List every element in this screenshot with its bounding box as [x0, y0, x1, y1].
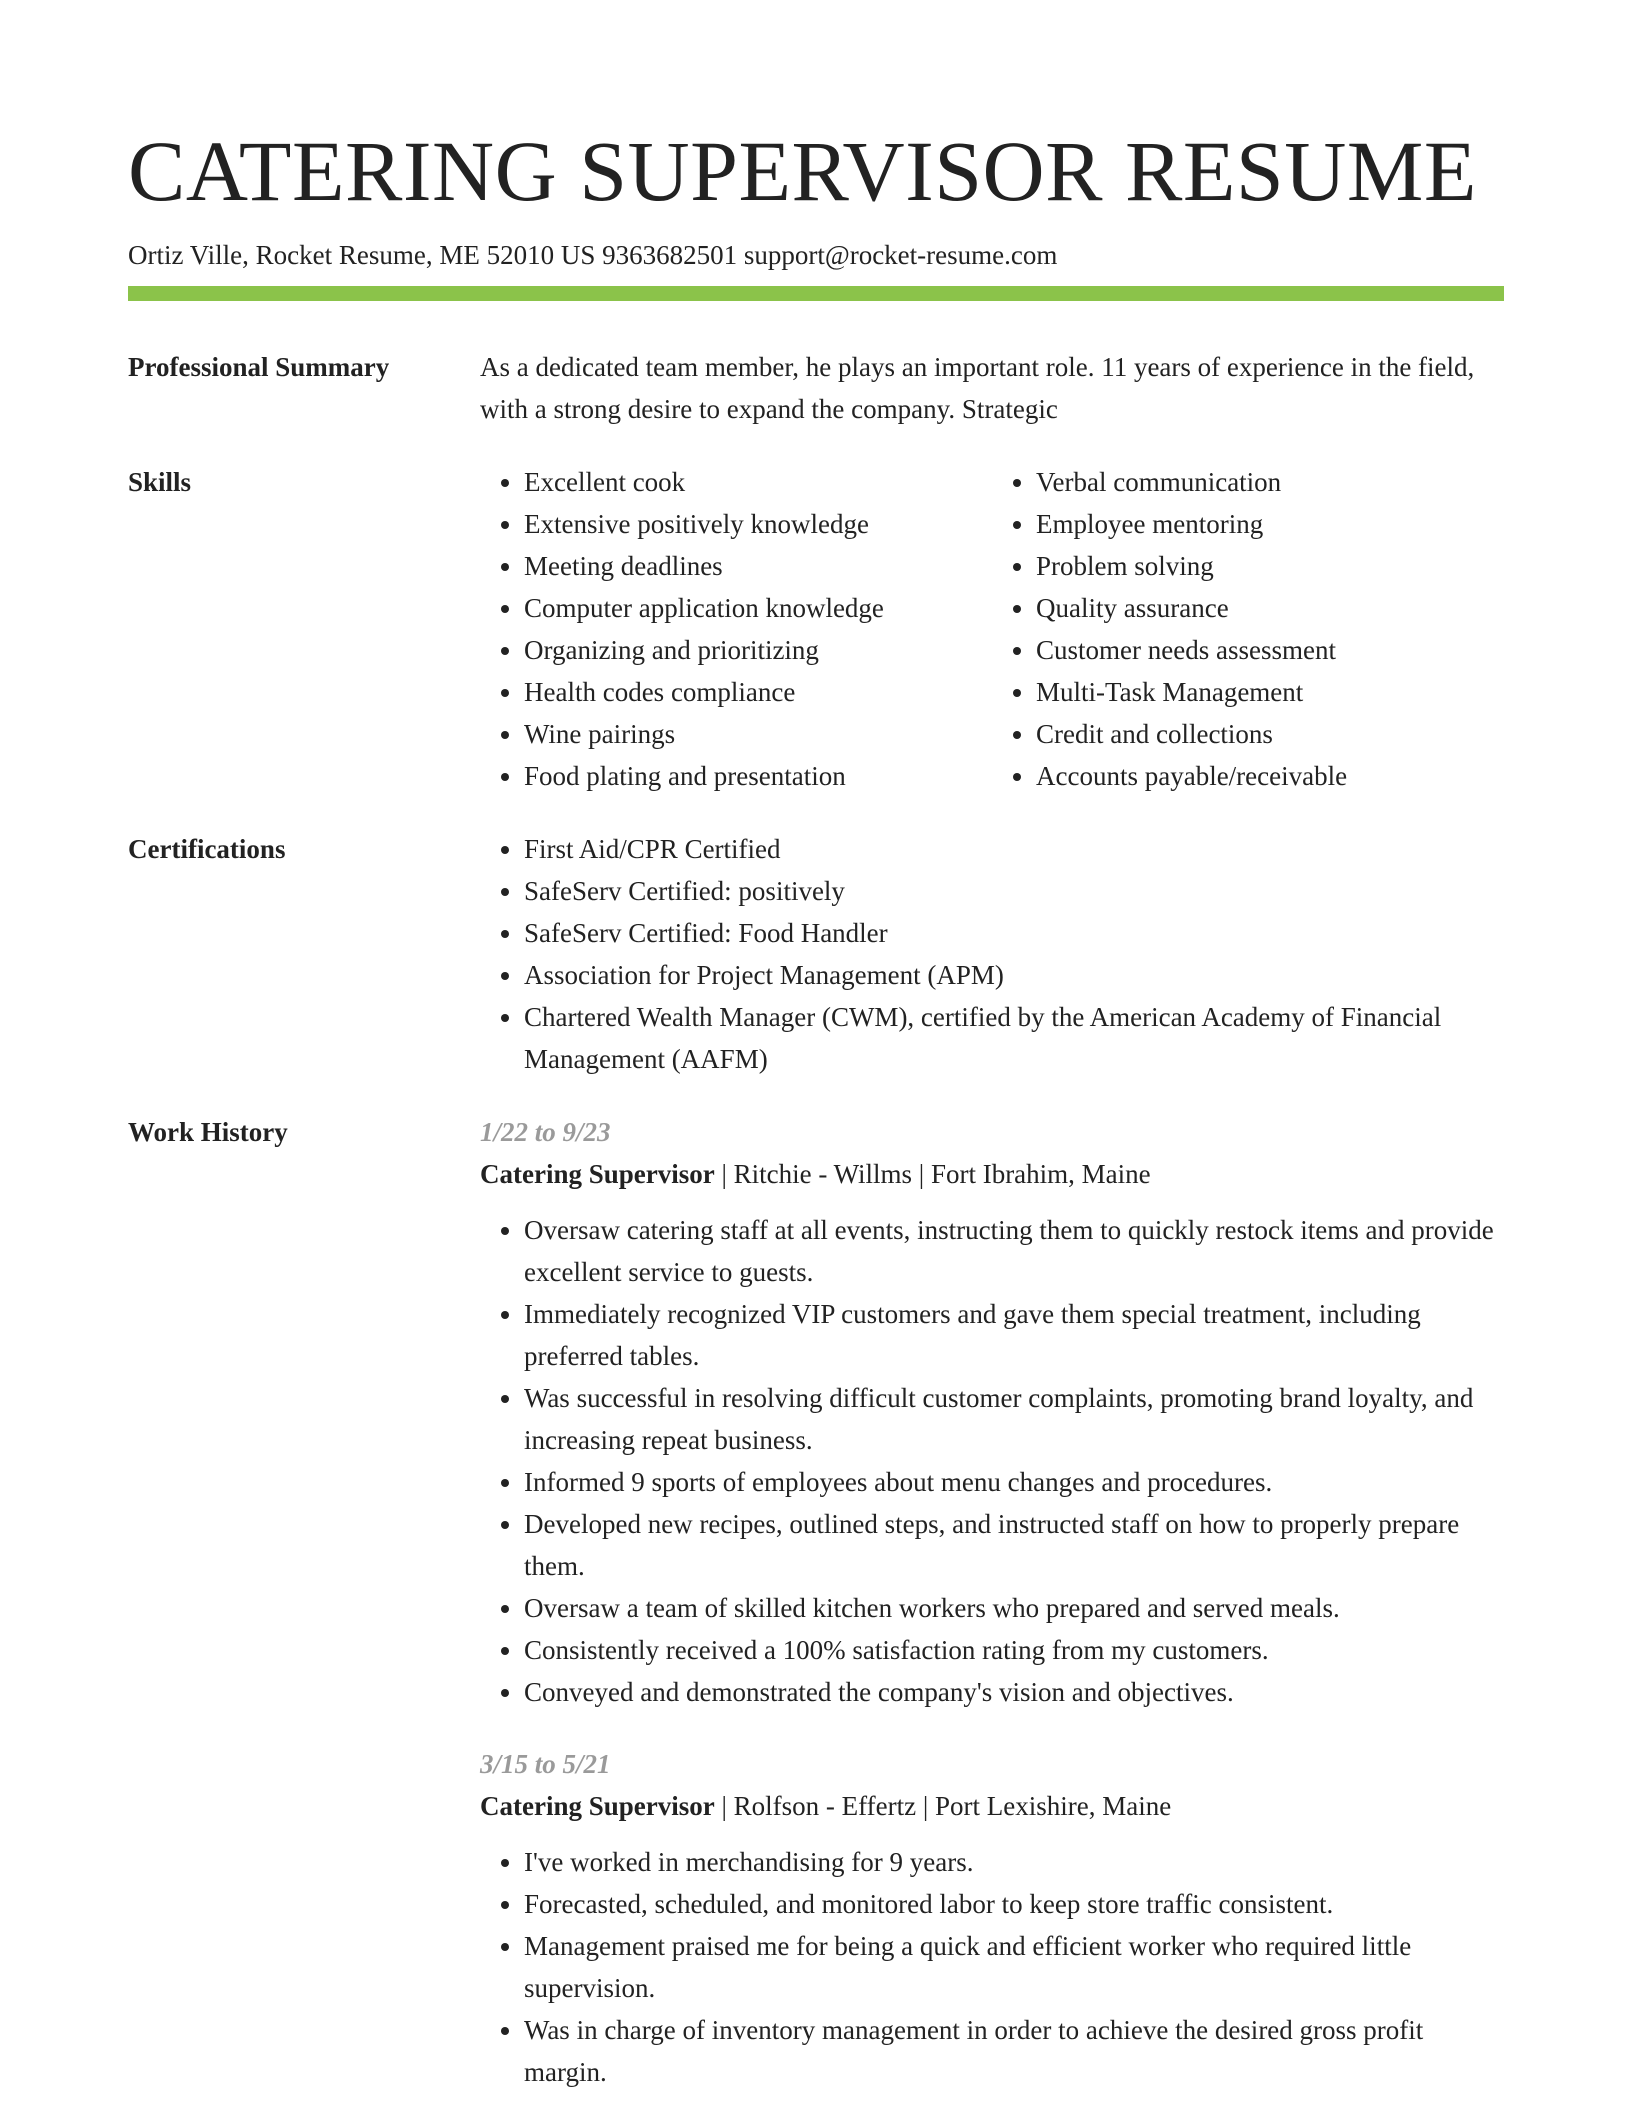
- certifications-content: [480, 828, 1504, 1080]
- job-entry: [480, 1743, 1504, 2093]
- accent-divider: [128, 286, 1504, 301]
- skill-item: • Wine pairings: [524, 713, 992, 755]
- skill-item: • Organizing and prioritizing: [524, 629, 992, 671]
- skill-item: • Quality assurance: [1036, 587, 1504, 629]
- skill-item: • Computer application knowledge: [524, 587, 992, 629]
- certification-item: • First Aid/CPR Certified: [524, 828, 1504, 870]
- skill-item: • Credit and collections: [1036, 713, 1504, 755]
- certifications-list: [480, 828, 1504, 1080]
- skill-item: • Excellent cook: [524, 461, 992, 503]
- job-bullet: • Oversaw catering staff at all events, instructing them to quickly restock items and provide excellent service to guests.: [524, 1209, 1504, 1293]
- contact-info: Ortiz Ville, Rocket Resume, ME 52010 US 9363682501 support@rocket-resume.com: [128, 240, 1058, 270]
- skill-item: • Customer needs assessment: [1036, 629, 1504, 671]
- certification-item: • SafeServ Certified: positively: [524, 870, 1504, 912]
- job-company-location: | Rolfson - Effertz | Port Lexishire, Maine: [714, 1791, 1172, 1821]
- job-bullet: • Conveyed and demonstrated the company's vision and objectives.: [524, 1671, 1504, 1713]
- skill-item: • Meeting deadlines: [524, 545, 992, 587]
- job-dates: 3/15 to 5/21: [480, 1749, 611, 1779]
- work-history-content: [480, 1111, 1504, 2123]
- job-company-location: | Ritchie - Willms | Fort Ibrahim, Maine: [714, 1159, 1151, 1189]
- resume-title: CATERING SUPERVISOR RESUME: [128, 123, 1477, 219]
- job-bullet: • Was in charge of inventory management in order to achieve the desired gross profit margin.: [524, 2009, 1504, 2093]
- job-bullet: • Forecasted, scheduled, and monitored labor to keep store traffic consistent.: [524, 1883, 1504, 1925]
- job-bullet: • Developed new recipes, outlined steps, and instructed staff on how to properly prepare them.: [524, 1503, 1504, 1587]
- skill-item: • Health codes compliance: [524, 671, 992, 713]
- job-dates: 1/22 to 9/23: [480, 1117, 611, 1147]
- work-history-heading: Work History: [128, 1117, 288, 1147]
- skill-item: • Employee mentoring: [1036, 503, 1504, 545]
- summary-content: [480, 346, 1504, 430]
- skills-list-left: [480, 461, 992, 797]
- certification-item: • Association for Project Management (APM): [524, 954, 1504, 996]
- job-role: Catering Supervisor: [480, 1159, 715, 1189]
- summary-text: As a dedicated team member, he plays an important role. 11 years of experience in the field, with a strong desire to expand the company. Strategic: [480, 352, 1475, 424]
- job-bullet: • Management praised me for being a quick and efficient worker who required little supervision.: [524, 1925, 1504, 2009]
- job-bullet: • Consistently received a 100% satisfaction rating from my customers.: [524, 1629, 1504, 1671]
- summary-heading: Professional Summary: [128, 352, 390, 382]
- skill-item: • Food plating and presentation: [524, 755, 992, 797]
- job-role: Catering Supervisor: [480, 1791, 715, 1821]
- job-bullet: • Oversaw a team of skilled kitchen workers who prepared and served meals.: [524, 1587, 1504, 1629]
- skill-item: • Accounts payable/receivable: [1036, 755, 1504, 797]
- certification-item: • Chartered Wealth Manager (CWM), certified by the American Academy of Financial Management (AAFM): [524, 996, 1504, 1080]
- certification-item: • SafeServ Certified: Food Handler: [524, 912, 1504, 954]
- job-bullet: • Immediately recognized VIP customers and gave them special treatment, including preferred tables.: [524, 1293, 1504, 1377]
- job-bullet: • I've worked in merchandising for 9 years.: [524, 1841, 1504, 1883]
- job-title-line: [480, 1785, 1504, 1827]
- skills-list-right: [992, 461, 1504, 797]
- job-bullet: • Informed 9 sports of employees about menu changes and procedures.: [524, 1461, 1504, 1503]
- job-bullets: [480, 1841, 1504, 2093]
- job-bullets: [480, 1209, 1504, 1713]
- job-entry: [480, 1111, 1504, 1713]
- skill-item: • Problem solving: [1036, 545, 1504, 587]
- resume-header: [128, 118, 1504, 272]
- certifications-heading: Certifications: [128, 834, 286, 864]
- skills-heading: Skills: [128, 467, 192, 497]
- skill-item: • Multi-Task Management: [1036, 671, 1504, 713]
- skill-item: • Extensive positively knowledge: [524, 503, 992, 545]
- skills-content: [480, 461, 1504, 797]
- job-bullet: • Was successful in resolving difficult customer complaints, promoting brand loyalty, and increasing repeat business.: [524, 1377, 1504, 1461]
- skill-item: • Verbal communication: [1036, 461, 1504, 503]
- job-title-line: [480, 1153, 1504, 1195]
